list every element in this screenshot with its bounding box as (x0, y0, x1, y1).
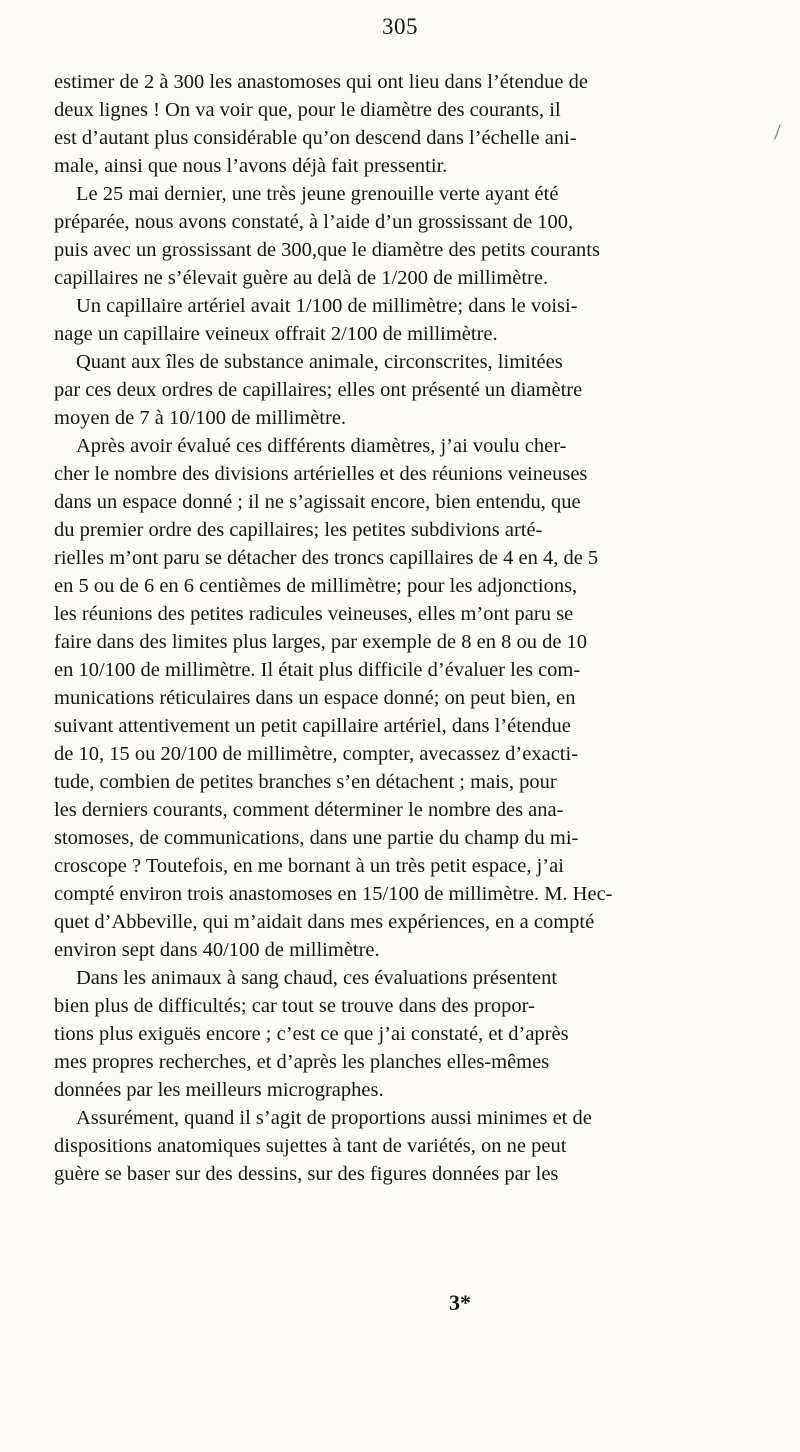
text-line: données par les meilleurs micrographes. (54, 1079, 384, 1101)
text-line: puis avec un grossissant de 300,que le diamètre des petits courants (54, 239, 600, 261)
text-line: Assurément, quand il s’agit de proportions aussi minimes et de (76, 1107, 592, 1129)
text-line: dans un espace donné ; il ne s’agissait encore, bien entendu, que (54, 491, 581, 513)
text-line: estimer de 2 à 300 les anastomoses qui ont lieu dans l’étendue de (54, 71, 589, 93)
text-line: Quant aux îles de substance animale, circonscrites, limitées (76, 351, 563, 373)
text-line: Dans les animaux à sang chaud, ces évaluations présentent (76, 967, 558, 989)
text-line: Un capillaire artériel avait 1/100 de millimètre; dans le voisi- (76, 295, 578, 317)
text-line: male, ainsi que nous l’avons déjà fait pressentir. (54, 155, 448, 177)
text-line: par ces deux ordres de capillaires; elles ont présenté un diamètre (54, 379, 583, 401)
text-line: tude, combien de petites branches s’en détachent ; mais, pour (54, 771, 557, 793)
text-line: croscope ? Toutefois, en me bornant à un très petit espace, j’ai (54, 855, 564, 877)
text-line: suivant attentivement un petit capillaire artériel, dans l’étendue (54, 715, 571, 737)
text-line: moyen de 7 à 10/100 de millimètre. (54, 407, 347, 429)
text-line: les réunions des petites radicules veineuses, elles m’ont paru se (54, 603, 574, 625)
text-line: guère se baser sur des dessins, sur des figures données par les (54, 1163, 559, 1185)
text-line: préparée, nous avons constaté, à l’aide d’un grossissant de 100, (54, 211, 574, 233)
text-line: les derniers courants, comment déterminer le nombre des ana- (54, 799, 564, 821)
text-line: faire dans des limites plus larges, par exemple de 8 en 8 ou de 10 (54, 631, 588, 653)
text-line: munications réticulaires dans un espace donné; on peut bien, en (54, 687, 576, 709)
margin-mark (774, 124, 780, 139)
text-line: tions plus exiguës encore ; c’est ce que j’ai constaté, et d’après (54, 1023, 569, 1045)
signature-mark: 3* (449, 1290, 471, 1315)
text-line: mes propres recherches, et d’après les planches elles-mêmes (54, 1051, 550, 1073)
text-line: dispositions anatomiques sujettes à tant de variétés, on ne peut (54, 1135, 567, 1157)
text-line: cher le nombre des divisions artérielles et des réunions veineuses (54, 463, 588, 485)
text-line: capillaires ne s’élevait guère au delà de 1/200 de millimètre. (54, 267, 549, 289)
text-line: quet d’Abbeville, qui m’aidait dans mes expériences, en a compté (54, 911, 595, 933)
text-line: est d’autant plus considérable qu’on descend dans l’échelle ani- (54, 127, 577, 149)
text-line: nage un capillaire veineux offrait 2/100 de millimètre. (54, 323, 498, 345)
text-line: Le 25 mai dernier, une très jeune grenouille verte ayant été (76, 183, 559, 205)
text-line: du premier ordre des capillaires; les petites subdivions arté- (54, 519, 543, 541)
text-line: Après avoir évalué ces différents diamètres, j’ai voulu cher- (76, 435, 567, 457)
text-line: de 10, 15 ou 20/100 de millimètre, compter, avecassez d’exacti- (54, 743, 579, 765)
text-line: deux lignes ! On va voir que, pour le diamètre des courants, il (54, 99, 561, 121)
text-line: bien plus de difficultés; car tout se trouve dans des propor- (54, 995, 535, 1017)
text-line: environ sept dans 40/100 de millimètre. (54, 939, 380, 961)
text-line: en 10/100 de millimètre. Il était plus difficile d’évaluer les com- (54, 659, 581, 681)
text-line: en 5 ou de 6 en 6 centièmes de millimètre; pour les adjonctions, (54, 575, 578, 597)
text-line: stomoses, de communications, dans une partie du champ du mi- (54, 827, 579, 849)
body-text (54, 68, 754, 1188)
text-line: compté environ trois anastomoses en 15/100 de millimètre. M. Hec- (54, 883, 613, 905)
text-line: rielles m’ont paru se détacher des troncs capillaires de 4 en 4, de 5 (54, 547, 599, 569)
page-number: 305 (382, 14, 418, 39)
